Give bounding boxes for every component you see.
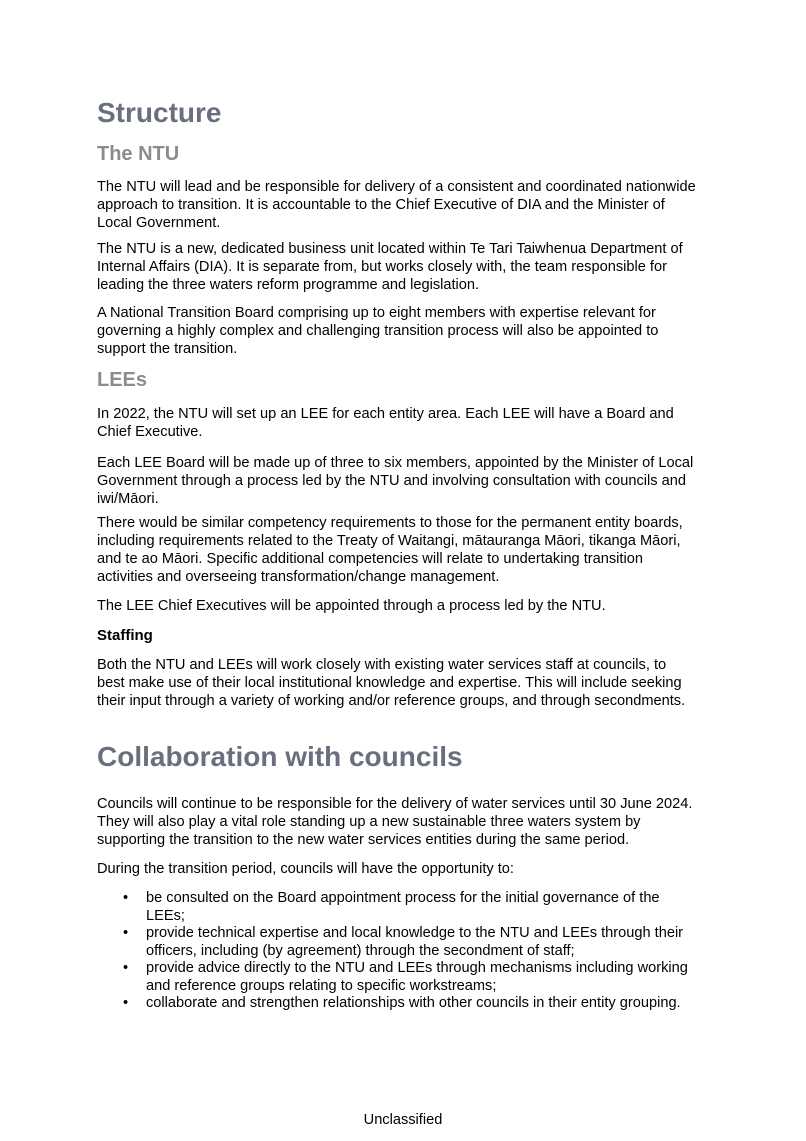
heading-staffing: Staffing bbox=[97, 627, 153, 644]
heading-structure: Structure bbox=[97, 97, 222, 128]
heading-the-ntu: The NTU bbox=[97, 143, 180, 165]
text-line: A National Transition Board comprising up to eight members with expertise relevant for bbox=[97, 305, 656, 321]
paragraph-staffing bbox=[97, 656, 685, 710]
bullet-icon: • bbox=[123, 995, 129, 1011]
classification-footer: Unclassified bbox=[363, 1112, 443, 1128]
paragraph-ntu-role bbox=[97, 178, 696, 232]
list-item-text bbox=[146, 925, 688, 960]
text-line: leading the three waters reform programme and legislation. bbox=[97, 277, 480, 293]
text-line: provide advice directly to the NTU and LEEs through mechanisms including working bbox=[146, 960, 688, 976]
text-line: support the transition. bbox=[97, 341, 238, 357]
list-item bbox=[97, 890, 688, 925]
text-line: Chief Executive. bbox=[97, 424, 203, 440]
text-line: collaborate and strengthen relationships with other councils in their entity grouping. bbox=[146, 995, 681, 1011]
bullet-icon: • bbox=[123, 960, 129, 976]
list-item-text bbox=[146, 960, 688, 995]
text-line: The NTU will lead and be responsible for delivery of a consistent and coordinated nationwide bbox=[97, 179, 696, 195]
text-line: be consulted on the Board appointment process for the initial governance of the bbox=[146, 890, 660, 906]
text-line: iwi/Māori. bbox=[97, 491, 159, 507]
text-line: Internal Affairs (DIA). It is separate from, but works closely with, the team responsible for bbox=[97, 259, 667, 275]
text-line: Each LEE Board will be made up of three to six members, appointed by the Minister of Local bbox=[97, 455, 694, 471]
heading-lees: LEEs bbox=[97, 369, 148, 391]
text-line: Local Government. bbox=[97, 215, 221, 231]
text-line: During the transition period, councils will have the opportunity to: bbox=[97, 861, 514, 877]
text-line: best make use of their local institutional knowledge and expertise. This will include seeking bbox=[97, 675, 682, 691]
paragraph-lee-ceo bbox=[97, 597, 606, 615]
list-item-text bbox=[146, 890, 688, 925]
heading-collaboration: Collaboration with councils bbox=[97, 741, 463, 772]
paragraph-councils-role bbox=[97, 795, 692, 849]
bullet-icon: • bbox=[123, 925, 129, 941]
text-line: In 2022, the NTU will set up an LEE for each entity area. Each LEE will have a Board and bbox=[97, 406, 674, 422]
opportunity-list bbox=[97, 890, 688, 1013]
text-line: including requirements related to the Treaty of Waitangi, mātauranga Māori, tikanga Māori, bbox=[97, 533, 681, 549]
paragraph-competency bbox=[97, 514, 683, 586]
text-line: provide technical expertise and local knowledge to the NTU and LEEs through their bbox=[146, 925, 684, 941]
text-line: and te ao Māori. Specific additional competencies will relate to undertaking transition bbox=[97, 551, 643, 567]
text-line: activities and overseeing transformation/change management. bbox=[97, 569, 500, 585]
text-line: Both the NTU and LEEs will work closely with existing water services staff at councils, to bbox=[97, 657, 667, 673]
text-line: LEEs; bbox=[146, 907, 185, 924]
text-line: They will also play a vital role standing up a new sustainable three waters system by bbox=[97, 814, 641, 830]
paragraph-opportunity-intro bbox=[97, 860, 514, 878]
text-line: officers, including (by agreement) through the secondment of staff; bbox=[146, 942, 575, 959]
text-line: governing a highly complex and challenging transition process will also be appointed to bbox=[97, 323, 659, 339]
text-line: The LEE Chief Executives will be appointed through a process led by the NTU. bbox=[97, 598, 606, 614]
text-line: Government through a process led by the NTU and involving consultation with councils and bbox=[97, 473, 686, 489]
text-line: approach to transition. It is accountable to the Chief Executive of DIA and the Minister of bbox=[97, 197, 665, 213]
text-line: There would be similar competency requirements to those for the permanent entity boards, bbox=[97, 515, 683, 531]
list-item-text bbox=[146, 995, 688, 1013]
text-line: supporting the transition to the new water services entities during the same period. bbox=[97, 832, 630, 848]
list-item bbox=[97, 995, 688, 1013]
paragraph-lee-board bbox=[97, 454, 693, 508]
text-line: their input through a variety of working and/or reference groups, and through secondments. bbox=[97, 693, 686, 709]
paragraph-ntu-unit bbox=[97, 240, 683, 294]
bullet-icon: • bbox=[123, 890, 129, 906]
paragraph-transition-board bbox=[97, 304, 658, 358]
text-line: Councils will continue to be responsible for the delivery of water services until 30 June 2024. bbox=[97, 796, 693, 812]
paragraph-lee-setup bbox=[97, 405, 674, 441]
list-item bbox=[97, 960, 688, 995]
list-item bbox=[97, 925, 688, 960]
text-line: The NTU is a new, dedicated business unit located within Te Tari Taiwhenua Department of bbox=[97, 241, 683, 257]
text-line: and reference groups relating to specific workstreams; bbox=[146, 977, 497, 994]
